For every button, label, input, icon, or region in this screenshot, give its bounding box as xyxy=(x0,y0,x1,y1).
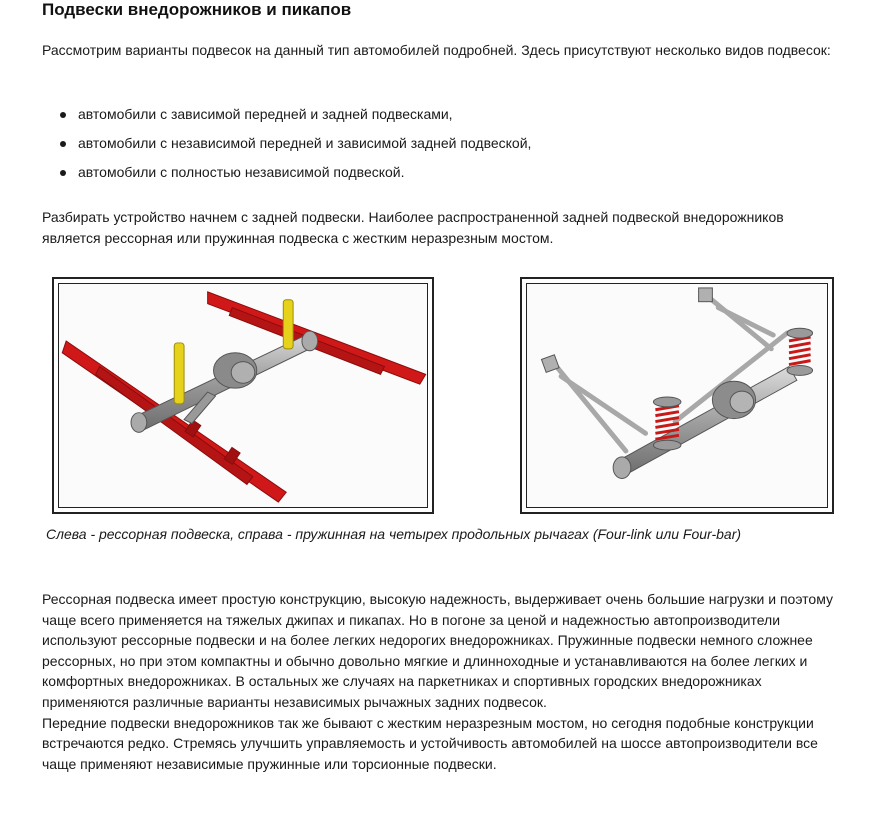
rear-suspension-paragraph: Разбирать устройство начнем с задней подвески. Наиболее распространенной задней подвеской внедорожников является рессорная или пружинная подвеска с жестким неразрезным мостом. xyxy=(42,209,784,246)
four-link-image xyxy=(520,277,834,514)
leaf-spring-image xyxy=(52,277,434,514)
suspension-types-list xyxy=(60,104,531,191)
leaf-spring-illustration xyxy=(59,284,427,507)
axle xyxy=(613,367,797,479)
body-paragraph xyxy=(42,589,842,774)
front-suspension-paragraph: Передние подвески внедорожников так же бывают с жестким неразрезным мостом, но сегодня подобные конструкции встречаются редко. Стремясь улучшить управляемость и устойчивость автомобилей на шоссе автопроизводители все чаще применяют независимые пружинные или торсионные подвески. xyxy=(42,714,818,772)
intro-paragraph: Рассмотрим варианты подвесок на данный тип автомобилей подробней. Здесь присутствуют несколько видов подвесок: xyxy=(42,42,831,58)
list-item: автомобили с зависимой передней и задней подвесками, xyxy=(60,104,531,133)
four-link-illustration xyxy=(527,284,827,507)
mount-brackets xyxy=(541,288,712,372)
image-caption: Слева - рессорная подвеска, справа - пружинная на четырех продольных рычагах (Four-link или Four-bar) xyxy=(46,526,742,542)
list-item: автомобили с независимой передней и зависимой задней подвеской, xyxy=(60,133,531,162)
upper-links xyxy=(553,294,787,451)
leaf-spring-paragraph: Рессорная подвеска имеет простую конструкцию, высокую надежность, выдерживает очень большие нагрузки и поэтому чаще всего применяется на тяжелых джипах и пикапах. Но в погоне за ценой и надежностью автопроизводители используют рессорные подвески и на более легких недорогих внедорожниках. Пружинные подвески немного сложнее рессорных, но при этом компактны и обычно довольно мягкие и длинноходные и устанавливаются на более легких и комфортных внедорожниках. В остальных же случаях на паркетниках и спортивных городских внедорожниках применяются различные варианты независимых рычажных задних подвесок. xyxy=(42,591,833,710)
page-title: Подвески внедорожников и пикапов xyxy=(42,0,352,19)
list-item: автомобили с полностью независимой подвеской. xyxy=(60,162,531,191)
